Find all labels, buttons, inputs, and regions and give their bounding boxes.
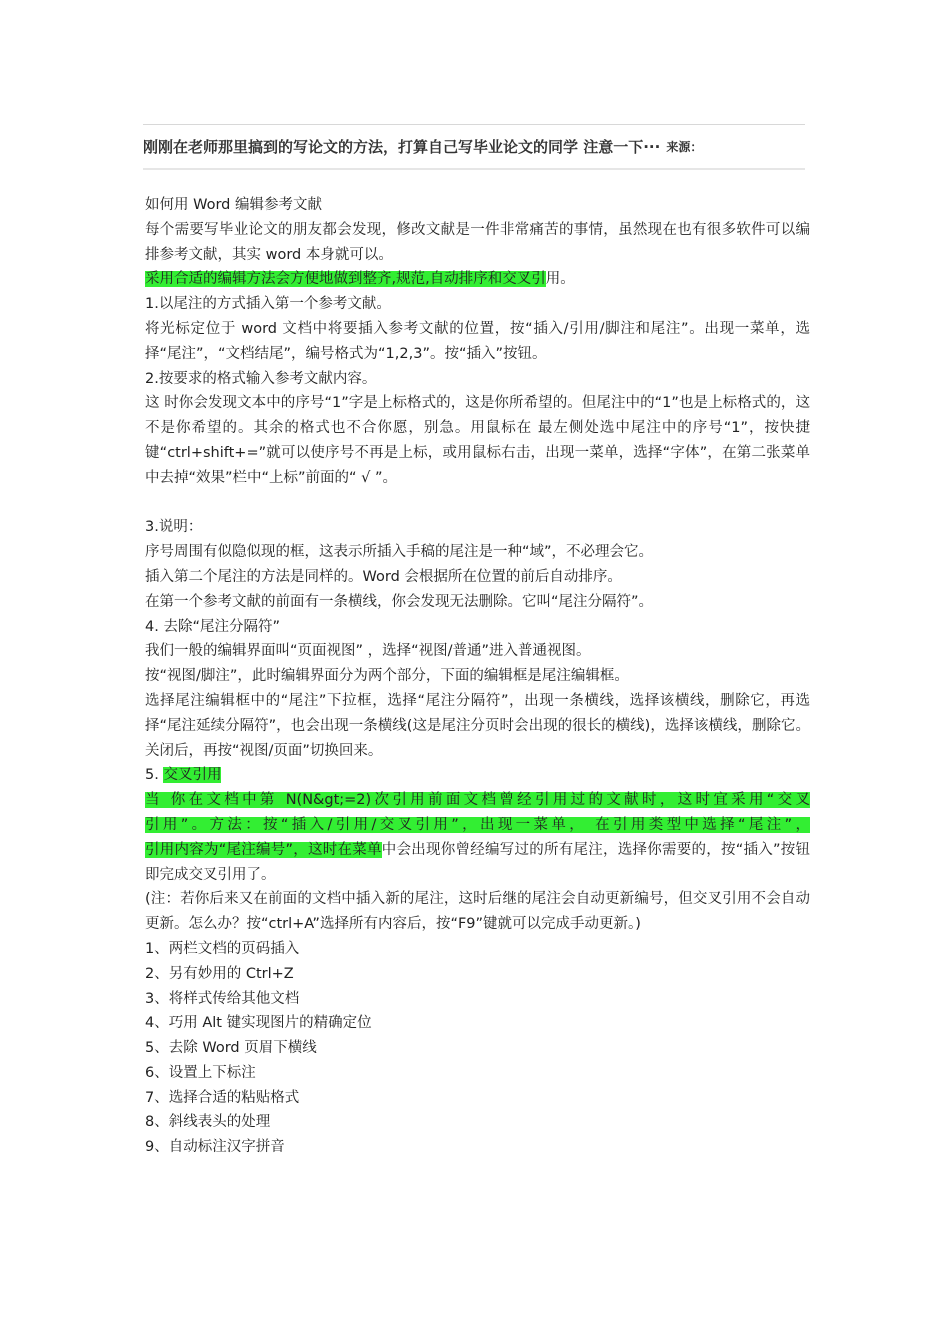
tip-item: 8、斜线表头的处理 xyxy=(145,1114,271,1131)
section-2-title: 2.按要求的格式输入参考文献内容。 xyxy=(145,370,377,387)
intro-paragraph xyxy=(145,218,810,268)
section-5-tail: 中会出现你曾经编写过的所有尾注，选择你需要的，按“插入”按钮即完成交叉引用了。 xyxy=(145,841,810,883)
section-3-line-1: 序号周围有似隐似现的框，这表示所插入手稿的尾注是一种“域”，不必理会它。 xyxy=(145,544,654,561)
intro-highlight-line xyxy=(145,267,810,292)
section-4-line-3: 选择尾注编辑框中的“尾注”下拉框，选择“尾注分隔符”，出现一条横线，选择该横线，删除它，再选择“尾注延续分隔符”，也会出现一条横线(这是尾注分页时会出现的很长的横线)，选择该横线，删除它。关闭后，再按“视图/页面”切换回来。 xyxy=(145,692,810,759)
tip-item: 5、去除 Word 页眉下横线 xyxy=(145,1040,317,1057)
article-title-bar xyxy=(143,124,805,170)
section-5-highlight-3: 引用内容为“尾注编号”，这时在菜单 xyxy=(145,841,382,858)
article-title: 刚刚在老师那里搞到的写论文的方法，打算自己写毕业论文的同学 注意一下··· xyxy=(143,138,661,156)
section-5-title-line xyxy=(145,763,810,788)
tip-item: 3、将样式传给其他文档 xyxy=(145,990,300,1007)
article-heading: 如何用 Word 编辑参考文献 xyxy=(145,197,322,213)
intro-text: 每个需要写毕业论文的朋友都会发现，修改文献是一件非常痛苦的事情，虽然现在也有很多软件可以编排参考文献，其实 word 本身就可以。 xyxy=(145,221,810,263)
section-3-title: 3.说明： xyxy=(145,519,203,536)
section-2-text: 这 时你会发现文本中的序号“1”字是上标格式的，这是你所希望的。但尾注中的“1”也是上标格式的，这不是你希望的。其余的格式也不合你愿，别急。用鼠标在 最左侧处选中尾注中的序号“1”，按快捷键“ctrl+shift+=”就可以使序号不再是上标，或用鼠标右击，出现一菜单，选择“字体”，在第二张菜单 中去掉“效果”栏中“上标”前面的“ √ ”。 xyxy=(145,395,810,486)
section-3-line-3: 在第一个参考文献的前面有一条横线，你会发现无法删除。它叫“尾注分隔符”。 xyxy=(145,593,654,610)
section-5-highlight-1: 当 你在文档中第 N(N&gt;=2)次引用前面文档曾经引用过的文献时，这时宜采用“交叉 xyxy=(145,792,810,809)
section-3-line-2: 插入第二个尾注的方法是同样的。Word 会根据所在位置的前后自动排序。 xyxy=(145,568,622,585)
section-5-title: 交叉引用 xyxy=(163,767,222,784)
section-4-line-1: 我们一般的编辑界面叫“页面视图” ，选择“视图/普通”进入普通视图。 xyxy=(145,643,591,660)
section-4-title: 4. 去除“尾注分隔符” xyxy=(145,618,280,635)
section-5-highlight-2: 引用”。方法：按“插入/引用/交叉引用”，出现一菜单， 在引用类型中选择“尾注”， xyxy=(145,816,810,833)
article-body xyxy=(145,193,810,1160)
tip-item: 7、选择合适的粘贴格式 xyxy=(145,1089,300,1106)
blank-line xyxy=(145,491,810,516)
source-label: 来源： xyxy=(666,140,703,154)
tip-item: 4、巧用 Alt 键实现图片的精确定位 xyxy=(145,1015,372,1032)
section-1-title: 1.以尾注的方式插入第一个参考文献。 xyxy=(145,296,391,313)
section-5-paragraph-end xyxy=(145,838,810,888)
section-5-number: 5. xyxy=(145,767,164,784)
section-5-highlight-line-1 xyxy=(145,788,810,813)
tip-item: 2、另有妙用的 Ctrl+Z xyxy=(145,965,294,982)
intro-highlight: 采用合适的编辑方法会方便地做到整齐,规范,自动排序和交叉引 xyxy=(145,271,546,288)
section-5-highlight-line-2 xyxy=(145,813,810,838)
tip-item: 1、两栏文档的页码插入 xyxy=(145,940,300,957)
tip-item: 6、设置上下标注 xyxy=(145,1064,256,1081)
section-1-text: 将光标定位于 word 文档中将要插入参考文献的位置，按“插入/引用/脚注和尾注”。出现一菜单，选择“尾注”，“文档结尾”，编号格式为“1,2,3”。按“插入”按钮。 xyxy=(145,320,810,362)
tip-item: 9、自动标注汉字拼音 xyxy=(145,1139,285,1156)
tips-list xyxy=(145,937,810,1160)
intro-tail: 用。 xyxy=(545,271,575,288)
section-4-line-2: 按“视图/脚注”，此时编辑界面分为两个部分，下面的编辑框是尾注编辑框。 xyxy=(145,668,629,685)
note-paragraph: (注：若你后来又在前面的文档中插入新的尾注，这时后继的尾注会自动更新编号，但交叉引用不会自动更新。怎么办？按“ctrl+A”选择所有内容后，按“F9”键就可以完成手动更新。) xyxy=(145,891,810,933)
